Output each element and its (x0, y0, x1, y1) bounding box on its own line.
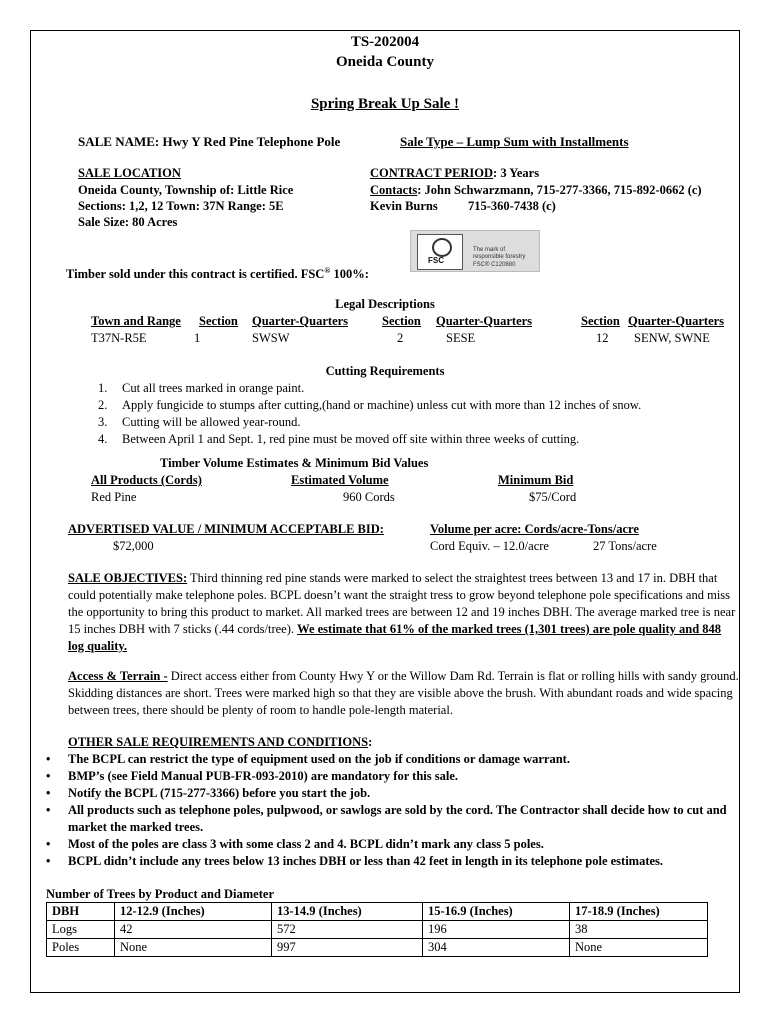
legal-qq-3: SENW, SWNE (634, 331, 710, 345)
table-header-row (47, 903, 708, 921)
tons-per-acre: 27 Tons/acre (593, 539, 657, 553)
contact-2-phone: 715-360-7438 (c) (468, 199, 556, 213)
table-cell: Poles (47, 939, 115, 957)
sale-location-heading: SALE LOCATION (78, 166, 181, 180)
table-cell: 38 (570, 921, 708, 939)
cutting-item: 3. Cutting will be allowed year-round. (98, 415, 301, 429)
table-cell: 196 (423, 921, 570, 939)
requirement-item: • BMP’s (see Field Manual PUB-FR-093-2010) are mandatory for this sale. (44, 768, 740, 785)
requirement-item: • Most of the poles are class 3 with some class 2 and 4. BCPL didn’t mark any class 5 poles. (44, 836, 740, 853)
table-cell: 42 (115, 921, 272, 939)
table-header-cell: 13-14.9 (Inches) (272, 903, 423, 921)
legal-header-section-3: Section (581, 314, 620, 328)
requirement-item: • Notify the BCPL (715-277-3366) before you start the job. (44, 785, 740, 802)
volume-header-min-bid: Minimum Bid (498, 473, 574, 487)
other-requirements-heading: OTHER SALE REQUIREMENTS AND CONDITIONS: (68, 735, 373, 749)
legal-heading: Legal Descriptions (335, 297, 435, 311)
trees-table-caption: Number of Trees by Product and Diameter (46, 887, 274, 901)
table-cell: 572 (272, 921, 423, 939)
legal-header-qq-3: Quarter-Quarters (628, 314, 725, 328)
requirement-item: • The BCPL can restrict the type of equipment used on the job if conditions or damage warrant. (44, 751, 740, 768)
table-row (47, 921, 708, 939)
legal-section-2: 2 (397, 331, 404, 345)
requirement-item: • All products such as telephone poles, pulpwood, or sawlogs are sold by the cord. The Contractor shall decide how to cut and market the marked trees. (44, 802, 740, 836)
volume-heading: Timber Volume Estimates & Minimum Bid Values (160, 456, 429, 470)
cutting-item: 4. Between April 1 and Sept. 1, red pine must be moved off site within three weeks of cutting. (98, 432, 580, 446)
location-line-3: Sale Size: 80 Acres (78, 215, 178, 229)
fsc-tree-icon: FSC (417, 234, 463, 270)
cutting-item: 2. Apply fungicide to stumps after cutting,(hand or machine) unless cut with more than 12 inches of snow. (98, 398, 642, 412)
sale-title: Spring Break Up Sale ! (310, 96, 460, 112)
table-cell: None (570, 939, 708, 957)
legal-header-section-2: Section (382, 314, 421, 328)
legal-town-range: T37N-R5E (91, 331, 147, 345)
cutting-heading: Cutting Requirements (325, 364, 445, 378)
per-acre-label: Volume per acre: Cords/acre-Tons/acre (430, 522, 639, 536)
requirement-item: • BCPL didn’t include any trees below 13 inches DBH or less than 42 feet in length in its telephone pole estimates. (44, 853, 740, 870)
table-header-cell: 17-18.9 (Inches) (570, 903, 708, 921)
location-line-2: Sections: 1,2, 12 Town: 37N Range: 5E (78, 199, 284, 213)
sale-type: Sale Type – Lump Sum with Installments (400, 134, 629, 149)
certification-text: Timber sold under this contract is certified. FSC® 100%: (66, 266, 369, 282)
fsc-logo: FSC The mark of responsible forestry FSC® C120880 (410, 230, 540, 272)
table-header-cell: 12-12.9 (Inches) (115, 903, 272, 921)
location-line-1: Oneida County, Township of: Little Rice (78, 183, 294, 197)
contract-period: CONTRACT PERIOD: 3 Years (370, 166, 540, 180)
legal-section-3: 12 (596, 331, 609, 345)
table-cell: None (115, 939, 272, 957)
legal-qq-2: SESE (446, 331, 476, 345)
advertised-value: $72,000 (113, 539, 154, 553)
sale-name: SALE NAME: Hwy Y Red Pine Telephone Pole (78, 134, 341, 149)
other-requirements-list (44, 751, 740, 870)
table-header-cell: DBH (47, 903, 115, 921)
cutting-list (98, 380, 641, 448)
volume-header-products: All Products (Cords) (91, 473, 202, 487)
legal-qq-1: SWSW (252, 331, 290, 345)
cutting-item: 1. Cut all trees marked in orange paint. (98, 381, 305, 395)
volume-header-estimated: Estimated Volume (291, 473, 389, 487)
volume-min-bid: $75/Cord (529, 490, 577, 504)
legal-header-town-range: Town and Range (91, 314, 181, 328)
advertised-label: ADVERTISED VALUE / MINIMUM ACCEPTABLE BID: (68, 522, 384, 536)
legal-header-section-1: Section (199, 314, 238, 328)
cord-equivalent: Cord Equiv. – 12.0/acre (430, 539, 549, 553)
county-title: Oneida County (336, 54, 434, 70)
legal-header-qq-2: Quarter-Quarters (436, 314, 533, 328)
sale-objectives: SALE OBJECTIVES: Third thinning red pine stands were marked to select the straightest trees between 13 and 17 in. DBH that could potentially make telephone poles. BCPL doesn’t want the straight tress to grow beyond telephone pole specifications and miss the opportunity to bring this product to market. All marked trees are between 12 and 19 inches DBH. The average marked tree is near 15 inches DBH with 7 sticks (.44 cords/tree). We estimate that 61% of the marked trees (1,301 trees) are pole quality and 848 log quality. (68, 571, 736, 653)
contacts: Contacts: John Schwarzmann, 715-277-3366, 715-892-0662 (c) (370, 183, 702, 197)
legal-header-qq-1: Quarter-Quarters (252, 314, 349, 328)
access-terrain: Access & Terrain - Direct access either from County Hwy Y or the Willow Dam Rd. Terrain is flat or rolling hills with sandy ground. Skidding distances are short. Trees were marked high so that they are visible above the brush. With abundant roads and wide spacing between trees, there should be plenty of room to handle pole-length material. (68, 669, 739, 717)
contact-2-name: Kevin Burns (370, 199, 438, 213)
volume-amount: 960 Cords (343, 490, 395, 504)
table-row (47, 939, 708, 957)
table-cell: Logs (47, 921, 115, 939)
trees-table (46, 902, 708, 957)
table-header-cell: 15-16.9 (Inches) (423, 903, 570, 921)
table-cell: 304 (423, 939, 570, 957)
legal-section-1: 1 (194, 331, 201, 345)
table-cell: 997 (272, 939, 423, 957)
ts-number: TS-202004 (350, 34, 420, 50)
volume-product: Red Pine (91, 490, 137, 504)
